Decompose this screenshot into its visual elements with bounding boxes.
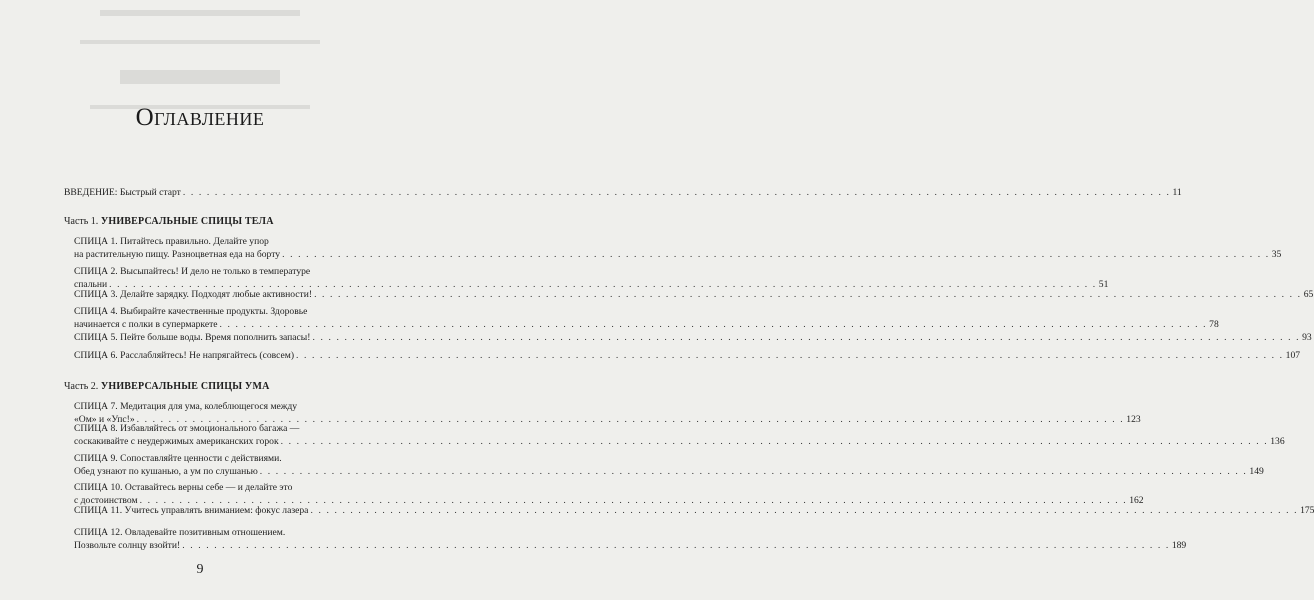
toc-page-number: 51 xyxy=(1098,279,1109,290)
toc-entry-line xyxy=(74,288,1314,301)
dot-leader xyxy=(281,435,1269,448)
toc-entry xyxy=(64,349,1301,362)
toc-page-number: 65 xyxy=(1303,289,1314,300)
toc-entry-line xyxy=(74,400,336,413)
toc-entry-text: начинается с полки в супермаркете xyxy=(74,319,218,330)
toc-page-number: 175 xyxy=(1300,505,1314,516)
toc-entry-text: с достоинством xyxy=(74,495,138,506)
dot-leader xyxy=(220,318,1208,331)
toc-page-number: 78 xyxy=(1209,319,1219,330)
dot-leader xyxy=(183,186,1171,199)
toc-entry-line xyxy=(74,481,336,494)
part-heading xyxy=(64,215,336,228)
toc-entry-line xyxy=(74,305,336,318)
toc-page-number: 136 xyxy=(1270,436,1285,447)
toc-entry-line xyxy=(74,504,1314,517)
part-heading xyxy=(64,380,336,393)
toc-entry-text: СПИЦА 6. Расслабляйтесь! Не напрягайтесь (совсем) xyxy=(74,350,295,361)
toc-entry-text: Обед узнают по кушанью, а ум по слушанью xyxy=(74,466,258,477)
toc-entry-text: СПИЦА 7. Медитация для ума, колеблющегося между xyxy=(74,401,298,412)
toc-entry-line xyxy=(74,452,336,465)
toc-entry-text: соскакивайте с неудержимых американских горок xyxy=(74,436,279,447)
toc-entry-line xyxy=(74,539,1187,552)
toc-title: Оглавление xyxy=(135,104,265,131)
toc-page-number: 93 xyxy=(1302,332,1312,343)
toc-entry xyxy=(64,288,1314,301)
toc-entry-line xyxy=(74,422,336,435)
toc-entry-line xyxy=(74,318,1219,331)
toc-entry-text: СПИЦА 10. Оставайтесь верны себе — и делайте это xyxy=(74,482,293,493)
toc-entry-text: на растительную пищу. Разноцветная еда на борту xyxy=(74,249,281,260)
toc-entry-text: СПИЦА 12. Овладевайте позитивным отношением. xyxy=(74,527,286,538)
toc-entry xyxy=(64,331,1312,344)
toc-entry-intro xyxy=(64,186,1182,199)
toc-entry-text: спальни xyxy=(74,279,108,290)
toc-page-number: 35 xyxy=(1271,249,1282,260)
toc-entry-text: СПИЦА 1. Питайтесь правильно. Делайте упор xyxy=(74,236,269,247)
toc-page-number: 162 xyxy=(1129,495,1144,506)
dot-leader xyxy=(312,331,1300,344)
toc-entry xyxy=(64,526,1187,552)
dot-leader xyxy=(282,248,1270,261)
part-label: Часть 2. xyxy=(64,381,99,392)
part-name: УНИВЕРСАЛЬНЫЕ СПИЦЫ ТЕЛА xyxy=(100,216,274,227)
dot-leader xyxy=(310,504,1298,517)
toc-entry-text: СПИЦА 8. Избавляйтесь от эмоционального багажа — xyxy=(74,423,300,434)
toc-entry-text: СПИЦА 11. Учитесь управлять вниманием: фокус лазера xyxy=(74,505,309,516)
toc-page-number: 149 xyxy=(1249,466,1264,477)
toc-entry xyxy=(64,422,1285,448)
toc-page-number: 11 xyxy=(1172,187,1182,198)
dot-leader xyxy=(296,349,1284,362)
toc-entry-text: ВВЕДЕНИЕ: Быстрый старт xyxy=(64,187,181,198)
toc-entry-line xyxy=(74,349,1301,362)
toc-entry xyxy=(64,452,1264,478)
toc-entry-text: СПИЦА 5. Пейте больше воды. Время пополнить запасы! xyxy=(74,332,311,343)
toc-page-number: 123 xyxy=(1126,414,1141,425)
dot-leader xyxy=(182,539,1170,552)
toc-entry-text: СПИЦА 9. Сопоставляйте ценности с действиями. xyxy=(74,453,282,464)
toc-entry-text: «Ом» и «Упс!» xyxy=(74,414,135,425)
toc-entry xyxy=(64,305,1219,331)
dot-leader xyxy=(260,465,1248,478)
dot-leader xyxy=(314,288,1302,301)
toc-entry-line xyxy=(74,465,1264,478)
toc-entry-text: СПИЦА 4. Выбирайте качественные продукты. Здоровье xyxy=(74,306,308,317)
part-label: Часть 1. xyxy=(64,216,99,227)
toc-entry-line xyxy=(74,265,336,278)
toc-entry-text: СПИЦА 2. Высыпайтесь! И дело не только в температуре xyxy=(74,266,311,277)
page-number: 9 xyxy=(196,562,204,577)
toc-entry-line xyxy=(74,435,1285,448)
toc-entry-text: Позвольте солнцу взойти! xyxy=(74,540,181,551)
toc-entry-text: СПИЦА 3. Делайте зарядку. Подходят любые активности! xyxy=(74,289,313,300)
toc-entry xyxy=(64,504,1314,517)
part-name: УНИВЕРСАЛЬНЫЕ СПИЦЫ УМА xyxy=(100,381,270,392)
toc-entry-line xyxy=(74,248,1282,261)
toc-entry-line xyxy=(74,526,336,539)
toc-entry-line xyxy=(74,235,336,248)
toc-page-number: 107 xyxy=(1285,350,1301,361)
toc-entry-line xyxy=(64,186,1182,199)
toc-entry-line xyxy=(74,331,1312,344)
toc-entry xyxy=(64,235,1282,261)
toc-page-number: 189 xyxy=(1171,540,1187,551)
